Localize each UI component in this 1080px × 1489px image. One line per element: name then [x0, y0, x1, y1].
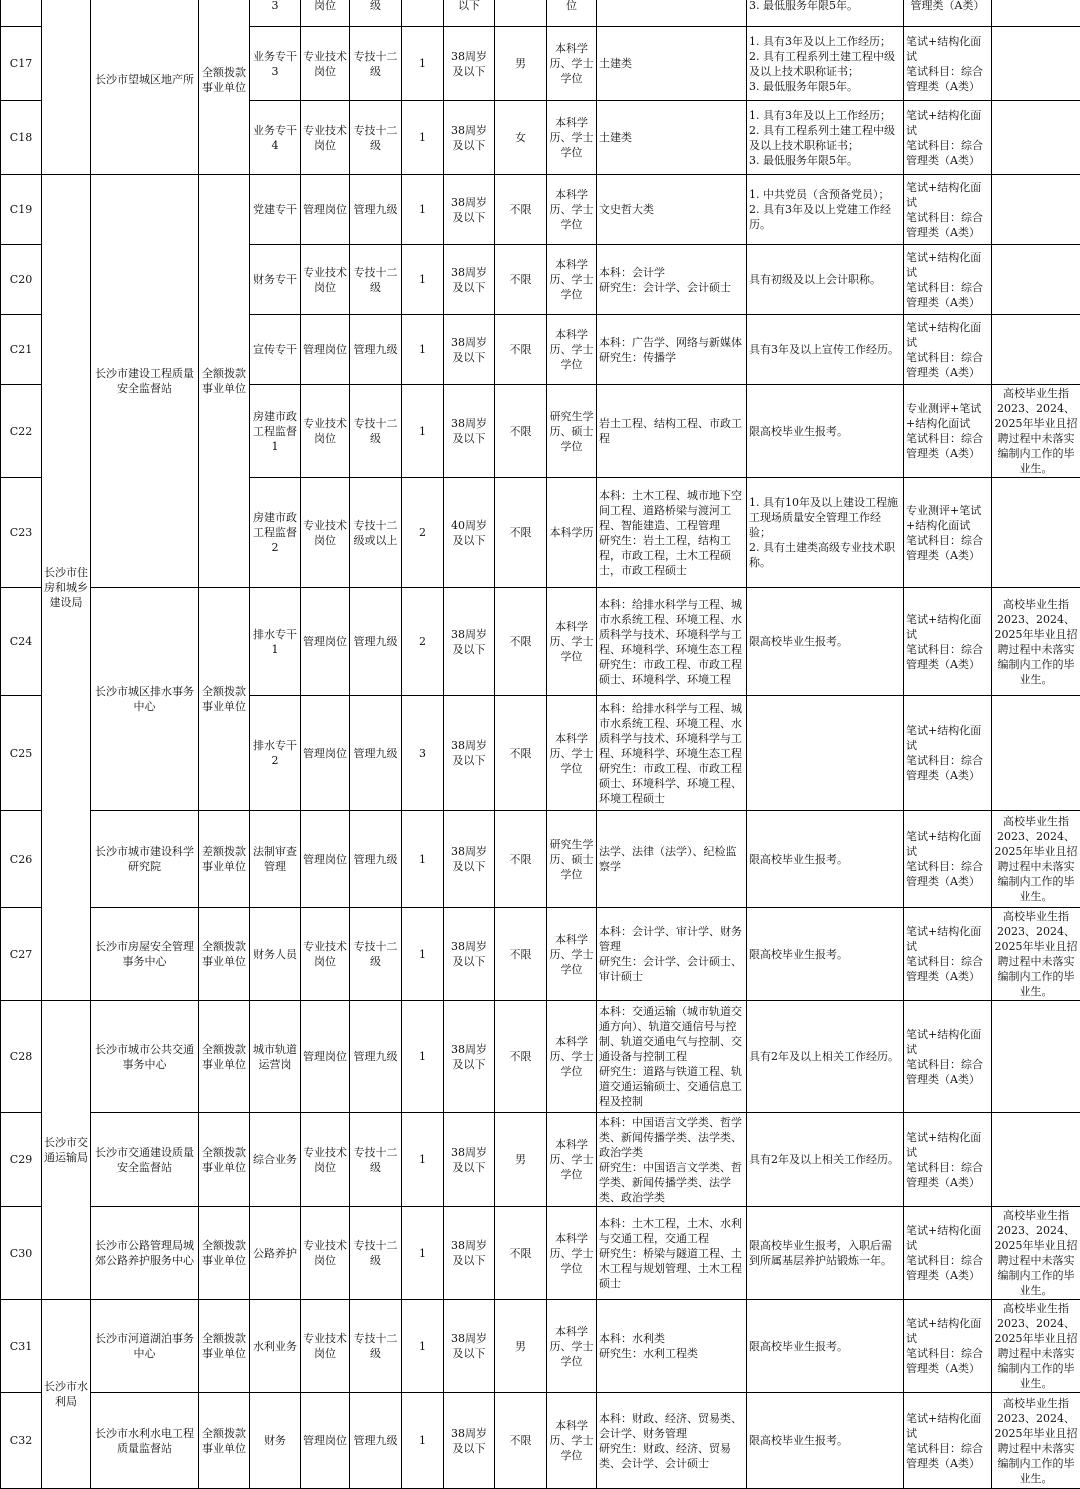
- age-limit: 38周岁及以下: [444, 101, 495, 175]
- major: 土建类: [597, 27, 747, 101]
- job-code: C21: [1, 315, 42, 385]
- conditions: 限高校毕业生报考，入职后需到所属基层养护站锻炼一年。: [747, 1207, 904, 1300]
- table-row: [1, 908, 1080, 1001]
- education: 本科学历、学士学位: [547, 101, 597, 175]
- education: 本科学历、学士学位: [547, 1300, 597, 1393]
- post-name: 财务专干: [250, 245, 301, 315]
- unit-cell: 长沙市望城区地产所: [91, 0, 199, 175]
- nature-cell: 全额拨款事业单位: [199, 175, 250, 588]
- post-type: 管理岗位: [301, 175, 350, 245]
- table-row: [1, 811, 1080, 908]
- age-limit: 38周岁及以下: [444, 27, 495, 101]
- post-level: 专技十二级或以上: [350, 478, 402, 588]
- table-row: [1, 0, 1080, 27]
- major: 本科：给排水科学与工程、城市水系统工程、环境工程、水质科学与技术、环境科学与工程、环境科学、环境生态工程 研究生：市政工程、市政工程硕士、环境科学、环境工程: [597, 588, 747, 696]
- exam-method: 专业测评+笔试+结构化面试 笔试科目：综合管理类（A类）: [904, 385, 992, 478]
- education: 本科学历、学士学位: [547, 1207, 597, 1300]
- hire-count: 1: [402, 1113, 444, 1207]
- post-type: 专业技术岗位: [301, 27, 350, 101]
- job-code: [1, 0, 42, 27]
- post-level: 管理九级: [350, 811, 402, 908]
- hire-count: 1: [402, 1001, 444, 1113]
- conditions: 1. 具有3年及以上工作经历； 2. 具有工程系列土建工程中级及以上技术职称证书； 3. 最低服务年限5年。: [747, 27, 904, 101]
- major: 本科：交通运输（城市轨道交通方向）、轨道交通信号与控制、轨道交通电气与控制、交通设备与控制工程 研究生：道路与铁道工程、轨道交通运输硕士、交通信息工程及控制: [597, 1001, 747, 1113]
- job-code: C32: [1, 1393, 42, 1489]
- remark: 高校毕业生指2023、2024、2025年毕业且招聘过程中未落实编制内工作的毕业生。: [992, 385, 1080, 478]
- gender: 不限: [495, 588, 547, 696]
- conditions: 限高校毕业生报考。: [747, 1300, 904, 1393]
- nature-cell: 全额拨款事业单位: [199, 908, 250, 1001]
- post-type: 专业技术岗位: [301, 385, 350, 478]
- table-row: [1, 1001, 1080, 1113]
- exam-method: 笔试+结构化面试 笔试科目：综合管理类（A类）: [904, 1300, 992, 1393]
- major: 本科：财政、经济、贸易类、会计学、财务管理 研究生：财政、经济、贸易类、会计学、会计硕士: [597, 1393, 747, 1489]
- exam-method: 笔试+结构化面试 笔试科目：综合管理类（A类）: [904, 315, 992, 385]
- hire-count: 1: [402, 908, 444, 1001]
- post-name: 党建专干: [250, 175, 301, 245]
- table-row: [1, 175, 1080, 245]
- job-code: C19: [1, 175, 42, 245]
- exam-method: 笔试+结构化面试 笔试科目：综合管理类（A类）: [904, 27, 992, 101]
- post-level: 专技十二级: [350, 27, 402, 101]
- remark: [992, 175, 1080, 245]
- dept-cell: 长沙市交通运输局: [42, 1001, 91, 1300]
- nature-cell: 全额拨款事业单位: [199, 0, 250, 175]
- post-level: 管理九级: [350, 588, 402, 696]
- exam-method: 笔试+结构化面试 笔试科目：综合管理类（A类）: [904, 696, 992, 811]
- education: 本科学历、学士学位: [547, 1393, 597, 1489]
- table-row: [1, 588, 1080, 696]
- post-level: 专技十二级: [350, 385, 402, 478]
- major: 本科：广告学、网络与新媒体 研究生：传播学: [597, 315, 747, 385]
- remark: 高校毕业生指2023、2024、2025年毕业且招聘过程中未落实编制内工作的毕业生。: [992, 908, 1080, 1001]
- job-code: C17: [1, 27, 42, 101]
- education: 位: [547, 0, 597, 27]
- post-type: 专业技术岗位: [301, 908, 350, 1001]
- post-type: 岗位: [301, 0, 350, 27]
- major: 本科：土木工程，土木、水利与交通工程，交通工程 研究生：桥梁与隧道工程、土木工程与规划管理、土木工程硕士: [597, 1207, 747, 1300]
- post-name: 业务专干3: [250, 27, 301, 101]
- conditions: 限高校毕业生报考。: [747, 811, 904, 908]
- post-name: 综合业务: [250, 1113, 301, 1207]
- gender: 不限: [495, 175, 547, 245]
- dept-cell: [42, 0, 91, 175]
- gender: 男: [495, 27, 547, 101]
- hire-count: [402, 0, 444, 27]
- exam-method: 笔试+结构化面试 笔试科目：综合管理类（A类）: [904, 588, 992, 696]
- post-level: 专技十二级: [350, 245, 402, 315]
- remark: [992, 696, 1080, 811]
- post-level: 专技十二级: [350, 101, 402, 175]
- post-name: 房建市政工程监督2: [250, 478, 301, 588]
- gender: 不限: [495, 908, 547, 1001]
- gender: 不限: [495, 1393, 547, 1489]
- post-name: 3: [250, 0, 301, 27]
- post-name: 财务人员: [250, 908, 301, 1001]
- age-limit: 38周岁及以下: [444, 1393, 495, 1489]
- post-type: 管理岗位: [301, 696, 350, 811]
- exam-method: 笔试+结构化面试 笔试科目：综合管理类（A类）: [904, 1393, 992, 1489]
- remark: 高校毕业生指2023、2024、2025年毕业且招聘过程中未落实编制内工作的毕业生。: [992, 1207, 1080, 1300]
- post-level: 管理九级: [350, 315, 402, 385]
- conditions: 限高校毕业生报考。: [747, 908, 904, 1001]
- conditions: 1. 具有3年及以上工作经历； 2. 具有工程系列土建工程中级及以上技术职称证书； 3. 最低服务年限5年。: [747, 101, 904, 175]
- exam-method: 笔试+结构化面试 笔试科目：综合管理类（A类）: [904, 175, 992, 245]
- gender: 不限: [495, 1207, 547, 1300]
- education: 本科学历、学士学位: [547, 315, 597, 385]
- gender: 不限: [495, 1001, 547, 1113]
- job-code: C23: [1, 478, 42, 588]
- age-limit: 38周岁及以下: [444, 811, 495, 908]
- education: 研究生学历、硕士学位: [547, 385, 597, 478]
- table-row: [1, 1393, 1080, 1489]
- nature-cell: 全额拨款事业单位: [199, 1393, 250, 1489]
- hire-count: 1: [402, 245, 444, 315]
- hire-count: 1: [402, 1393, 444, 1489]
- major: 文史哲大类: [597, 175, 747, 245]
- gender: 不限: [495, 245, 547, 315]
- education: 本科学历、学士学位: [547, 1001, 597, 1113]
- education: 本科学历、学士学位: [547, 245, 597, 315]
- hire-count: 1: [402, 811, 444, 908]
- post-type: 专业技术岗位: [301, 1207, 350, 1300]
- exam-method: 笔试+结构化面试 笔试科目：综合管理类（A类）: [904, 908, 992, 1001]
- major: 本科：给排水科学与工程、城市水系统工程、环境工程、水质科学与技术、环境科学与工程、环境科学、环境生态工程 研究生：市政工程、市政工程硕士、环境科学、环境工程、环境工程硕士: [597, 696, 747, 811]
- conditions: 限高校毕业生报考。: [747, 385, 904, 478]
- hire-count: 3: [402, 696, 444, 811]
- major: 本科：会计学、审计学、财务管理 研究生：会计学、会计硕士、审计硕士: [597, 908, 747, 1001]
- unit-cell: 长沙市房屋安全管理事务中心: [91, 908, 199, 1001]
- gender: 不限: [495, 315, 547, 385]
- post-type: 管理岗位: [301, 315, 350, 385]
- job-code: C18: [1, 101, 42, 175]
- nature-cell: 全额拨款事业单位: [199, 1113, 250, 1207]
- post-level: 级: [350, 0, 402, 27]
- major: 土建类: [597, 101, 747, 175]
- conditions: 1. 中共党员（含预备党员）； 2. 具有3年及以上党建工作经历。: [747, 175, 904, 245]
- nature-cell: 全额拨款事业单位: [199, 1001, 250, 1113]
- remark: [992, 478, 1080, 588]
- remark: 高校毕业生指2023、2024、2025年毕业且招聘过程中未落实编制内工作的毕业生。: [992, 588, 1080, 696]
- post-type: 管理岗位: [301, 811, 350, 908]
- post-level: 管理九级: [350, 696, 402, 811]
- hire-count: 1: [402, 175, 444, 245]
- hire-count: 1: [402, 1300, 444, 1393]
- gender: 不限: [495, 811, 547, 908]
- education: 本科学历、学士学位: [547, 1113, 597, 1207]
- hire-count: 2: [402, 478, 444, 588]
- major: 本科：中国语言文学类、哲学类、新闻传播学类、法学类、政治学类 研究生：中国语言文学类、哲学类、新闻传播学类、法学类、政治学类: [597, 1113, 747, 1207]
- major: 法学、法律（法学）、纪检监察学: [597, 811, 747, 908]
- remark: 高校毕业生指2023、2024、2025年毕业且招聘过程中未落实编制内工作的毕业生。: [992, 811, 1080, 908]
- job-code: C24: [1, 588, 42, 696]
- job-code: C28: [1, 1001, 42, 1113]
- hire-count: 1: [402, 27, 444, 101]
- age-limit: 38周岁及以下: [444, 908, 495, 1001]
- unit-cell: 长沙市建设工程质量安全监督站: [91, 175, 199, 588]
- table-row: [1, 1113, 1080, 1207]
- education: 研究生学历、硕士学位: [547, 811, 597, 908]
- hire-count: 1: [402, 1207, 444, 1300]
- conditions: 具有3年及以上宣传工作经历。: [747, 315, 904, 385]
- gender: [495, 0, 547, 27]
- post-type: 管理岗位: [301, 588, 350, 696]
- post-name: 排水专干1: [250, 588, 301, 696]
- dept-cell: 长沙市住房和城乡建设局: [42, 175, 91, 1001]
- conditions: 具有2年及以上相关工作经历。: [747, 1001, 904, 1113]
- exam-method: 笔试+结构化面试 笔试科目：综合管理类（A类）: [904, 1001, 992, 1113]
- post-type: 专业技术岗位: [301, 245, 350, 315]
- exam-method: 笔试+结构化面试 笔试科目：综合管理类（A类）: [904, 1113, 992, 1207]
- education: 本科学历、学士学位: [547, 908, 597, 1001]
- nature-cell: 全额拨款事业单位: [199, 1207, 250, 1300]
- conditions: 限高校毕业生报考。: [747, 588, 904, 696]
- exam-method: 专业测评+笔试+结构化面试 笔试科目：综合管理类（A类）: [904, 478, 992, 588]
- post-name: 水利业务: [250, 1300, 301, 1393]
- post-type: 专业技术岗位: [301, 101, 350, 175]
- unit-cell: 长沙市交通建设质量安全监督站: [91, 1113, 199, 1207]
- major: 本科：土木工程、城市地下空间工程、道路桥梁与渡河工程、智能建造、工程管理 研究生：岩土工程，结构工程，市政工程，土木工程硕士，市政工程硕士: [597, 478, 747, 588]
- post-name: 城市轨道运营岗: [250, 1001, 301, 1113]
- post-level: 专技十二级: [350, 1300, 402, 1393]
- job-code: C26: [1, 811, 42, 908]
- table-row: [1, 1207, 1080, 1300]
- unit-cell: 长沙市水利水电工程质量监督站: [91, 1393, 199, 1489]
- post-level: 专技十二级: [350, 1113, 402, 1207]
- major: [597, 0, 747, 27]
- hire-count: 1: [402, 315, 444, 385]
- unit-cell: 长沙市城市建设科学研究院: [91, 811, 199, 908]
- job-code: C30: [1, 1207, 42, 1300]
- conditions: 具有初级及以上会计职称。: [747, 245, 904, 315]
- post-name: 宣传专干: [250, 315, 301, 385]
- major: 本科：会计学 研究生：会计学、会计硕士: [597, 245, 747, 315]
- unit-cell: 长沙市河道湖泊事务中心: [91, 1300, 199, 1393]
- education: 本科学历、学士学位: [547, 175, 597, 245]
- age-limit: 38周岁及以下: [444, 1113, 495, 1207]
- hire-count: 1: [402, 101, 444, 175]
- remark: [992, 0, 1080, 27]
- remark: [992, 245, 1080, 315]
- remark: [992, 27, 1080, 101]
- dept-cell: 长沙市水利局: [42, 1300, 91, 1489]
- conditions: 具有2年及以上相关工作经历。: [747, 1113, 904, 1207]
- remark: [992, 315, 1080, 385]
- post-name: 排水专干2: [250, 696, 301, 811]
- gender: 不限: [495, 478, 547, 588]
- job-code: C20: [1, 245, 42, 315]
- major: 本科：水利类 研究生：水利工程类: [597, 1300, 747, 1393]
- age-limit: 38周岁及以下: [444, 1001, 495, 1113]
- age-limit: 38周岁及以下: [444, 175, 495, 245]
- remark: 高校毕业生指2023、2024、2025年毕业且招聘过程中未落实编制内工作的毕业生。: [992, 1300, 1080, 1393]
- post-level: 专技十二级: [350, 1207, 402, 1300]
- remark: [992, 101, 1080, 175]
- post-type: 专业技术岗位: [301, 478, 350, 588]
- education: 本科学历、学士学位: [547, 588, 597, 696]
- hire-count: 2: [402, 588, 444, 696]
- job-code: C31: [1, 1300, 42, 1393]
- age-limit: 38周岁及以下: [444, 315, 495, 385]
- post-name: 房建市政工程监督1: [250, 385, 301, 478]
- job-code: C22: [1, 385, 42, 478]
- exam-method: 管理类（A类）: [904, 0, 992, 27]
- post-type: 专业技术岗位: [301, 1300, 350, 1393]
- age-limit: 38周岁及以下: [444, 1300, 495, 1393]
- education: 本科学历、学士学位: [547, 696, 597, 811]
- exam-method: 笔试+结构化面试 笔试科目：综合管理类（A类）: [904, 811, 992, 908]
- gender: 女: [495, 101, 547, 175]
- post-level: 管理九级: [350, 175, 402, 245]
- hire-count: 1: [402, 385, 444, 478]
- age-limit: 38周岁及以下: [444, 1207, 495, 1300]
- post-type: 管理岗位: [301, 1001, 350, 1113]
- conditions: 1. 具有10年及以上建设工程施工现场质量安全管理工作经验； 2. 具有土建类高级专业技术职称。: [747, 478, 904, 588]
- post-name: 法制审查管理: [250, 811, 301, 908]
- unit-cell: 长沙市公路管理局城郊公路养护服务中心: [91, 1207, 199, 1300]
- gender: 不限: [495, 696, 547, 811]
- unit-cell: 长沙市城市公共交通事务中心: [91, 1001, 199, 1113]
- post-level: 管理九级: [350, 1393, 402, 1489]
- conditions: 限高校毕业生报考。: [747, 1393, 904, 1489]
- age-limit: 以下: [444, 0, 495, 27]
- age-limit: 38周岁及以下: [444, 245, 495, 315]
- post-type: 管理岗位: [301, 1393, 350, 1489]
- major: 岩土工程、结构工程、市政工程: [597, 385, 747, 478]
- age-limit: 38周岁及以下: [444, 696, 495, 811]
- remark: [992, 1113, 1080, 1207]
- post-name: 公路养护: [250, 1207, 301, 1300]
- job-code: C25: [1, 696, 42, 811]
- nature-cell: 全额拨款事业单位: [199, 1300, 250, 1393]
- remark: [992, 1001, 1080, 1113]
- post-name: 业务专干4: [250, 101, 301, 175]
- nature-cell: 差额拨款事业单位: [199, 811, 250, 908]
- exam-method: 笔试+结构化面试 笔试科目：综合管理类（A类）: [904, 1207, 992, 1300]
- conditions: 3. 最低服务年限5年。: [747, 0, 904, 27]
- exam-method: 笔试+结构化面试 笔试科目：综合管理类（A类）: [904, 101, 992, 175]
- education: 本科学历: [547, 478, 597, 588]
- gender: 男: [495, 1113, 547, 1207]
- post-level: 专技十二级: [350, 908, 402, 1001]
- unit-cell: 长沙市城区排水事务中心: [91, 588, 199, 811]
- remark: 高校毕业生指2023、2024、2025年毕业且招聘过程中未落实编制内工作的毕业生。: [992, 1393, 1080, 1489]
- post-name: 财务: [250, 1393, 301, 1489]
- gender: 男: [495, 1300, 547, 1393]
- age-limit: 38周岁及以下: [444, 385, 495, 478]
- gender: 不限: [495, 385, 547, 478]
- job-code: C27: [1, 908, 42, 1001]
- education: 本科学历、学士学位: [547, 27, 597, 101]
- nature-cell: 全额拨款事业单位: [199, 588, 250, 811]
- age-limit: 38周岁及以下: [444, 588, 495, 696]
- post-type: 专业技术岗位: [301, 1113, 350, 1207]
- age-limit: 40周岁及以下: [444, 478, 495, 588]
- job-code: C29: [1, 1113, 42, 1207]
- exam-method: 笔试+结构化面试 笔试科目：综合管理类（A类）: [904, 245, 992, 315]
- table-row: [1, 1300, 1080, 1393]
- conditions: [747, 696, 904, 811]
- post-level: 管理九级: [350, 1001, 402, 1113]
